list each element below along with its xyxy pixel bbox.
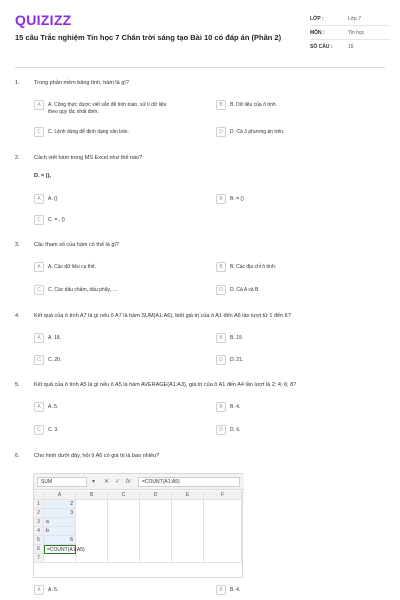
option-letter-box: A — [34, 402, 44, 412]
spreadsheet-figure — [33, 473, 243, 578]
question-text: Trong phần mềm bảng tính, hàm là gì? — [34, 80, 129, 86]
option-c[interactable] — [34, 285, 176, 295]
empty-column-f — [204, 500, 242, 563]
question-extra-line: D. = (), — [34, 173, 51, 179]
cell-a7[interactable] — [44, 554, 76, 563]
dropdown-icon[interactable]: ▾ — [92, 479, 96, 485]
question-text: Cho hình dưới đây, hỏi ô A6 có giá trị là bao nhiêu? — [34, 453, 160, 459]
option-text: D. Cả A và B. — [230, 286, 260, 293]
option-d[interactable] — [216, 285, 358, 295]
meta-key: LỚP : — [310, 15, 324, 22]
empty-column-c — [108, 500, 140, 563]
option-b[interactable] — [216, 194, 358, 204]
option-letter-box: C — [34, 355, 44, 365]
column-header-c[interactable]: C — [108, 491, 140, 500]
option-letter-box: A — [34, 100, 44, 110]
option-letter-box: C — [34, 285, 44, 295]
option-text: D. Cả 3 phương án trên. — [230, 128, 285, 135]
option-letter-box: C — [34, 425, 44, 435]
option-letter-box: D — [216, 425, 226, 435]
option-text: C. 3. — [48, 426, 59, 433]
row-header[interactable]: 6 — [34, 545, 44, 554]
question-number: 5. — [15, 382, 20, 388]
option-text: C. Các dấu chấm, dấu phẩy, … — [48, 286, 118, 293]
column-header-b[interactable]: B — [76, 491, 108, 500]
cell-a3[interactable]: a — [44, 518, 76, 527]
cell-a6-active[interactable]: =COUNT(A1:A5) — [44, 545, 76, 554]
option-letter-box: B — [216, 100, 226, 110]
option-text: B. Các địa chỉ ô tính. — [230, 263, 277, 270]
row-header[interactable]: 5 — [34, 536, 44, 545]
option-text: B. Dữ liệu của ô tính. — [230, 101, 277, 108]
option-letter-box: C — [34, 215, 44, 225]
question-number: 4. — [15, 313, 20, 319]
option-c[interactable] — [34, 215, 176, 225]
row-header[interactable]: 1 — [34, 500, 44, 509]
option-letter-box: D — [216, 355, 226, 365]
meta-row-subject — [310, 26, 390, 40]
meta-row-question-count — [310, 40, 390, 54]
option-a[interactable] — [34, 262, 176, 272]
empty-column-b — [76, 500, 108, 563]
option-letter-box: A — [34, 333, 44, 343]
row-header[interactable]: 3 — [34, 518, 44, 527]
column-header-d[interactable]: D — [140, 491, 172, 500]
name-box[interactable]: SUM — [37, 477, 87, 487]
document-title: 15 câu Trắc nghiệm Tin học 7 Chân trời sáng tạo Bài 10 có đáp án (Phần 2) — [15, 33, 282, 42]
empty-column-d — [140, 500, 172, 563]
option-a[interactable] — [34, 100, 176, 116]
option-text: C. 20. — [48, 356, 62, 363]
document-header — [0, 0, 400, 70]
option-text: B. 19. — [230, 334, 244, 341]
header-divider — [15, 67, 385, 68]
option-a[interactable] — [34, 402, 176, 412]
option-letter-box: C — [34, 127, 44, 137]
option-d[interactable] — [216, 127, 358, 137]
meta-key: MÔN : — [310, 29, 325, 36]
corner-cell[interactable] — [34, 491, 44, 500]
option-text: B. 4. — [230, 586, 241, 593]
option-letter-box: A — [34, 194, 44, 204]
row-header[interactable]: 4 — [34, 527, 44, 536]
option-c[interactable] — [34, 127, 176, 137]
option-text: C. Lệnh dùng để định dạng văn bản. — [48, 128, 129, 135]
column-header-e[interactable]: E — [172, 491, 204, 500]
cell-a1[interactable]: 2 — [44, 500, 76, 509]
option-b[interactable] — [216, 100, 358, 110]
column-header-a[interactable]: A — [44, 491, 76, 500]
question-number: 1. — [15, 80, 20, 86]
option-text: B. = () — [230, 195, 244, 202]
meta-value: 15 — [348, 44, 354, 50]
quizizz-logo: QUIZIZZ — [15, 12, 72, 28]
formula-input[interactable]: =COUNT(A1:A5) — [138, 477, 240, 487]
cell-a4[interactable]: b — [44, 527, 76, 536]
option-b[interactable] — [216, 262, 358, 272]
question-text: Các tham số của hàm có thể là gì? — [34, 242, 119, 248]
empty-column-e — [172, 500, 204, 563]
option-text: B. 4. — [230, 403, 241, 410]
option-letter-box: B — [216, 333, 226, 343]
option-letter-box: B — [216, 262, 226, 272]
meta-info-table — [310, 12, 390, 54]
option-letter-box: A — [34, 585, 44, 595]
option-c[interactable] — [34, 355, 176, 365]
option-b[interactable] — [216, 402, 358, 412]
question-text: Cách viết hàm trong MS Excel như thế nào? — [34, 155, 143, 161]
option-text: A. 5. — [48, 586, 59, 593]
option-a[interactable] — [34, 585, 176, 595]
row-header[interactable]: 7 — [34, 554, 44, 563]
question-number: 2. — [15, 155, 20, 161]
option-letter-box: B — [216, 402, 226, 412]
option-letter-box: D — [216, 285, 226, 295]
option-letter-box: D — [216, 127, 226, 137]
question-number: 6. — [15, 453, 20, 459]
cancel-icon[interactable]: ✕ — [104, 479, 110, 485]
option-text: C. = , () — [48, 216, 65, 223]
cell-a2[interactable]: 3 — [44, 509, 76, 518]
option-text: A. 5. — [48, 403, 59, 410]
formula-bar — [34, 474, 244, 490]
option-letter-box: B — [216, 585, 226, 595]
confirm-icon[interactable]: ✓ — [115, 479, 121, 485]
option-b[interactable] — [216, 585, 358, 595]
option-b[interactable] — [216, 333, 358, 343]
row-header[interactable]: 2 — [34, 509, 44, 518]
meta-value: Lớp 7 — [348, 15, 362, 22]
option-a[interactable] — [34, 333, 176, 343]
meta-row-class — [310, 12, 390, 26]
option-letter-box: B — [216, 194, 226, 204]
option-text: D. 6. — [230, 426, 241, 433]
meta-value: Tin học — [348, 29, 365, 36]
option-text: A. 18. — [48, 334, 62, 341]
option-text: A. Các dữ liệu cụ thể. — [48, 263, 97, 270]
option-d[interactable] — [216, 425, 358, 435]
option-letter-box: A — [34, 262, 44, 272]
question-text: Kết quả của ô tính A7 là gì nếu ô A7 là hàm SUM(A1:A6), biết giá trị của ô A1 đến A6 lần lượt từ 1 đến 6? — [34, 313, 291, 319]
column-header-f[interactable]: F — [204, 491, 242, 500]
meta-key: SỐ CÂU : — [310, 44, 333, 50]
option-a[interactable] — [34, 194, 176, 204]
option-text: D. 21. — [230, 356, 244, 363]
cell-a5[interactable]: 6 — [44, 536, 76, 545]
function-icon[interactable]: fx — [126, 479, 131, 485]
option-c[interactable] — [34, 425, 176, 435]
option-d[interactable] — [216, 355, 358, 365]
question-text: Kết quả của ô tính A5 là gì nếu ô A5 là hàm AVERAGE(A1:A3), giá trị của ô A1 đến A4 lần lượt là 2; 4; 6; 8? — [34, 382, 297, 388]
question-number: 3. — [15, 242, 20, 248]
option-text: A. () — [48, 195, 58, 202]
option-text: A. Công thức được viết sẵn để tính toán, xử lí dữ liệu theo quy tắc nhất định. — [48, 101, 167, 115]
